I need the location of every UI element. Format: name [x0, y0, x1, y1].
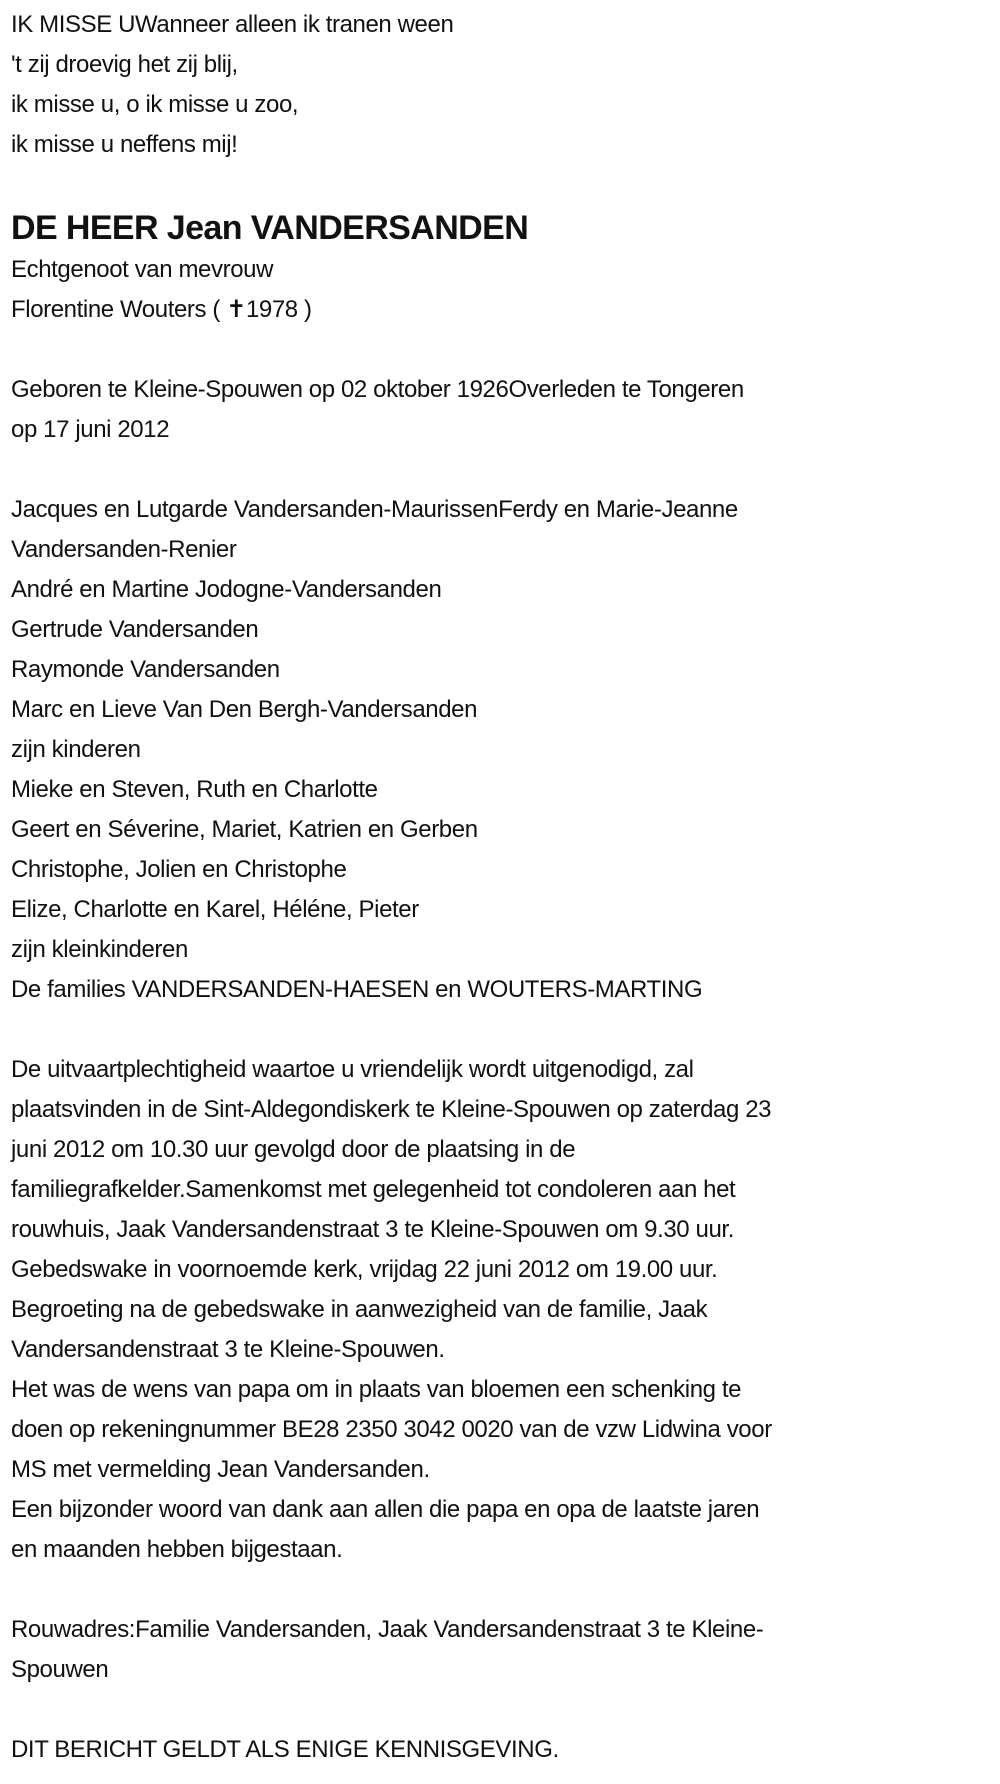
- family-line: Jacques en Lutgarde Vandersanden-MaurissenFerdy en Marie-Jeanne: [11, 496, 738, 523]
- ceremony-line: Een bijzonder woord van dank aan allen die papa en opa de laatste jaren: [11, 1496, 760, 1523]
- spacer: [11, 330, 1000, 370]
- poem-line: IK MISSE UWanneer alleen ik tranen ween: [11, 11, 454, 38]
- ceremony-info: [11, 1050, 1000, 1570]
- family-line: De families VANDERSANDEN-HAESEN en WOUTERS-MARTING: [11, 976, 703, 1003]
- spacer: [11, 1570, 1000, 1610]
- birth-death-line: op 17 juni 2012: [11, 416, 170, 443]
- family-list: [11, 490, 1000, 1010]
- poem: [11, 5, 1000, 165]
- family-line: zijn kleinkinderen: [11, 936, 188, 963]
- address-line: Rouwadres:Familie Vandersanden, Jaak Vandersandenstraat 3 te Kleine-: [11, 1616, 764, 1643]
- poem-line: 't zij droevig het zij blij,: [11, 51, 238, 78]
- spouse-line: Florentine Wouters ( ✝1978 ): [11, 296, 312, 323]
- family-line: Gertrude Vandersanden: [11, 616, 259, 643]
- spouse-line: Echtgenoot van mevrouw: [11, 256, 274, 283]
- family-line: Marc en Lieve Van Den Bergh-Vandersanden: [11, 696, 478, 723]
- ceremony-line: Begroeting na de gebedswake in aanwezigheid van de familie, Jaak: [11, 1296, 708, 1323]
- official-notice: DIT BERICHT GELDT ALS ENIGE KENNISGEVING.: [11, 1736, 559, 1763]
- poem-line: ik misse u, o ik misse u zoo,: [11, 91, 299, 118]
- deceased-name-heading: DE HEER Jean VANDERSANDEN: [11, 209, 529, 247]
- ceremony-line: doen op rekeningnummer BE28 2350 3042 0020 van de vzw Lidwina voor: [11, 1416, 772, 1443]
- birth-death-line: Geboren te Kleine-Spouwen op 02 oktober 1926Overleden te Tongeren: [11, 376, 744, 403]
- ceremony-line: MS met vermelding Jean Vandersanden.: [11, 1456, 430, 1483]
- spacer: [11, 165, 1000, 205]
- ceremony-line: Het was de wens van papa om in plaats van bloemen een schenking te: [11, 1376, 742, 1403]
- family-line: zijn kinderen: [11, 736, 141, 763]
- ceremony-line: Gebedswake in voornoemde kerk, vrijdag 22 juni 2012 om 19.00 uur.: [11, 1256, 718, 1283]
- ceremony-line: plaatsvinden in de Sint-Aldegondiskerk te Kleine-Spouwen op zaterdag 23: [11, 1096, 772, 1123]
- family-line: Elize, Charlotte en Karel, Héléne, Pieter: [11, 896, 419, 923]
- family-line: Raymonde Vandersanden: [11, 656, 280, 683]
- ceremony-line: Vandersandenstraat 3 te Kleine-Spouwen.: [11, 1336, 445, 1363]
- family-line: Vandersanden-Renier: [11, 536, 237, 563]
- family-line: Geert en Séverine, Mariet, Katrien en Gerben: [11, 816, 478, 843]
- poem-line: ik misse u neffens mij!: [11, 131, 238, 158]
- ceremony-line: juni 2012 om 10.30 uur gevolgd door de plaatsing in de: [11, 1136, 576, 1163]
- family-line: Mieke en Steven, Ruth en Charlotte: [11, 776, 378, 803]
- birth-death-info: [11, 370, 1000, 450]
- address-line: Spouwen: [11, 1656, 109, 1683]
- mourning-address: [11, 1610, 1000, 1690]
- spacer: [11, 450, 1000, 490]
- ceremony-line: en maanden hebben bijgestaan.: [11, 1536, 343, 1563]
- family-line: Christophe, Jolien en Christophe: [11, 856, 347, 883]
- spacer: [11, 1010, 1000, 1050]
- ceremony-line: familiegrafkelder.Samenkomst met gelegenheid tot condoleren aan het: [11, 1176, 736, 1203]
- spacer: [11, 1690, 1000, 1730]
- spouse-info: [11, 250, 1000, 330]
- ceremony-line: De uitvaartplechtigheid waartoe u vriendelijk wordt uitgenodigd, zal: [11, 1056, 694, 1083]
- family-line: André en Martine Jodogne-Vandersanden: [11, 576, 442, 603]
- ceremony-line: rouwhuis, Jaak Vandersandenstraat 3 te Kleine-Spouwen om 9.30 uur.: [11, 1216, 734, 1243]
